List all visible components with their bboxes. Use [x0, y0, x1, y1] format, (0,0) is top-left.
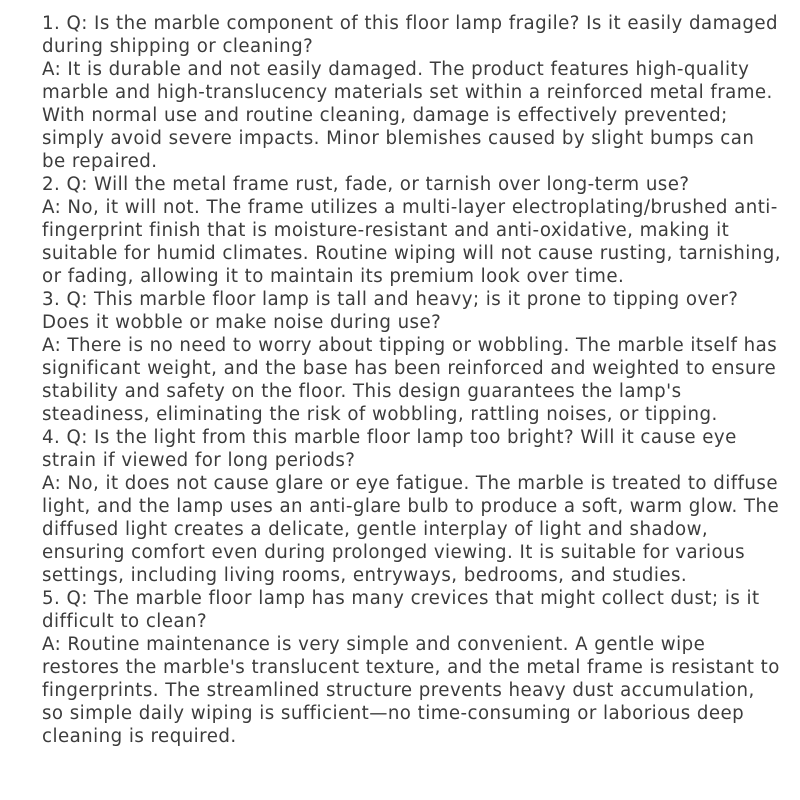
faq-answer-4: A: No, it does not cause glare or eye fatigue. The marble is treated to diffuse light, and the lamp uses an anti-glare bulb to produce a soft, warm glow. The diffused light creates a delicate, gentle interplay of light and shadow, ensuring comfort even during prolonged viewing. It is suitable for various settings, including living rooms, entryways, bedrooms, and studies.: [42, 473, 780, 586]
faq-answer-1: A: It is durable and not easily damaged. The product features high-quality marble and high-translucency materials set within a reinforced metal frame. With normal use and routine cleaning, damage is effectively prevented; simply avoid severe impacts. Minor blemishes caused by slight bumps can be repaired.: [42, 59, 773, 172]
faq-answer-3: A: There is no need to worry about tipping or wobbling. The marble itself has significant weight, and the base has been reinforced and weighted to ensure stability and safety on the floor. This design guarantees the lamp's steadiness, eliminating the risk of wobbling, rattling noises, or tipping.: [42, 335, 778, 425]
faq-question-4: 4. Q: Is the light from this marble floor lamp too bright? Will it cause eye strain if viewed for long periods?: [42, 427, 737, 471]
faq-answer-5: A: Routine maintenance is very simple and convenient. A gentle wipe restores the marble's translucent texture, and the metal frame is resistant to fingerprints. The streamlined structure prevents heavy dust accumulation, so simple daily wiping is sufficient—no time-consuming or laborious deep cleaning is required.: [42, 634, 780, 747]
faq-answer-2: A: No, it will not. The frame utilizes a multi-layer electroplating/brushed anti-fingerprint finish that is moisture-resistant and anti-oxidative, making it suitable for humid climates. Routine wiping will not cause rusting, tarnishing, or fading, allowing it to maintain its premium look over time.: [42, 197, 781, 287]
faq-document: [42, 12, 782, 748]
faq-question-1: 1. Q: Is the marble component of this floor lamp fragile? Is it easily damaged during shipping or cleaning?: [42, 13, 778, 57]
faq-question-3: 3. Q: This marble floor lamp is tall and heavy; is it prone to tipping over? Does it wobble or make noise during use?: [42, 289, 739, 333]
faq-question-5: 5. Q: The marble floor lamp has many crevices that might collect dust; is it difficult to clean?: [42, 588, 760, 632]
faq-question-2: 2. Q: Will the metal frame rust, fade, or tarnish over long-term use?: [42, 174, 690, 195]
